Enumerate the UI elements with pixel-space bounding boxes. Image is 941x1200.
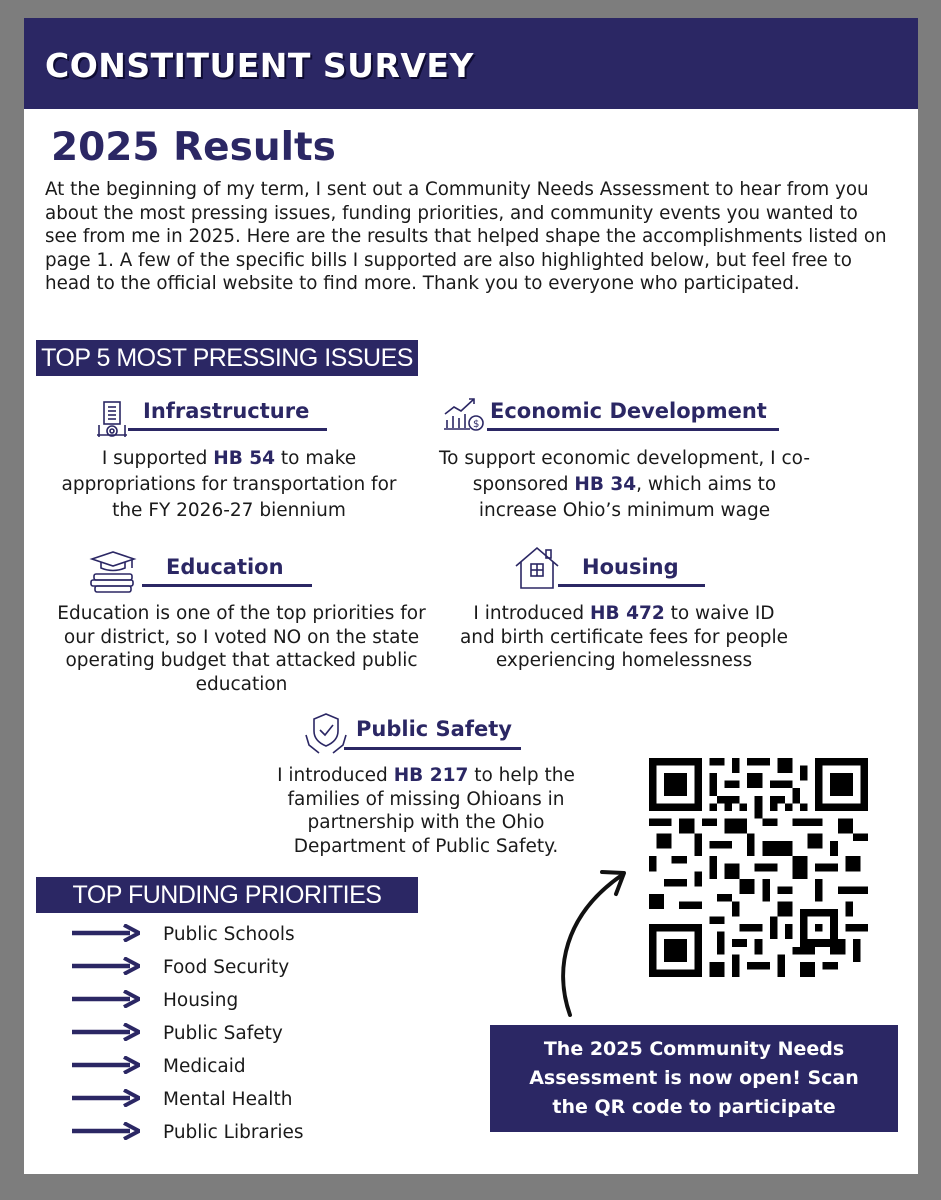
issue-title: Economic Development <box>490 399 767 423</box>
issue-underline <box>142 584 312 587</box>
house-icon <box>513 544 561 592</box>
issue-underline <box>558 584 705 587</box>
list-item <box>72 955 372 988</box>
list-item <box>72 1054 372 1087</box>
priority-label: Public Libraries <box>163 1122 304 1143</box>
list-item <box>72 1087 372 1120</box>
issue-description: I introduced HB 217 to help the families of missing Ohioans in partnership with the Ohio Department of Public Safety. <box>277 765 575 857</box>
list-item <box>72 1021 372 1054</box>
issue-title: Infrastructure <box>143 399 310 423</box>
priority-label: Public Safety <box>163 1023 283 1044</box>
arrow-right-icon <box>72 924 140 942</box>
header-banner <box>24 18 918 109</box>
list-item <box>72 988 372 1021</box>
issue-description: I supported HB 54 to make appropriations for transportation for the FY 2026-27 biennium <box>61 448 397 521</box>
issue-description: To support economic development, I co-sponsored HB 34, which aims to increase Ohio’s minimum wage <box>438 448 811 521</box>
funding-section-heading: TOP FUNDING PRIORITIES <box>36 877 418 913</box>
survey-page <box>24 18 918 1174</box>
issue-title: Education <box>166 555 284 579</box>
arrow-right-icon <box>72 990 140 1008</box>
bill-number: HB 34 <box>574 474 637 495</box>
svg-text:$: $ <box>473 419 480 430</box>
funding-priority-list <box>72 922 372 1153</box>
bill-number: HB 54 <box>213 448 275 469</box>
graduation-cap-books-icon <box>88 550 138 594</box>
arrow-right-icon <box>72 1056 140 1074</box>
issues-section-heading: TOP 5 MOST PRESSING ISSUES <box>36 340 418 376</box>
priority-label: Food Security <box>163 957 290 978</box>
issue-title: Housing <box>582 555 679 579</box>
arrow-right-icon <box>72 1089 140 1107</box>
page-title: 2025 Results <box>51 125 336 170</box>
list-item <box>72 1120 372 1153</box>
bill-number: HB 472 <box>590 603 665 624</box>
intro-paragraph: At the beginning of my term, I sent out a Community Needs Assessment to hear from you about the most pressing issues, funding priorities, and community events you wanted to see from me in 2025. Here are the results that helped shape the accomplishments listed on page 1. A few of the specific bills I supported are also highlighted below, but feel free to head to the official website to find more. Thank you to everyone who participated. <box>45 179 887 295</box>
curved-arrow-icon <box>544 860 644 1020</box>
building-gear-icon <box>95 399 129 439</box>
survey-qr-code[interactable] <box>649 758 868 977</box>
cta-text: The 2025 Community Needs Assessment is now open! Scan the QR code to participate <box>529 1038 859 1118</box>
arrow-right-icon <box>72 1122 140 1140</box>
issue-underline <box>344 747 521 750</box>
issue-underline <box>128 428 327 431</box>
growth-chart-dollar-icon <box>442 394 484 432</box>
list-item <box>72 922 372 955</box>
issue-description: Education is one of the top priorities for our district, so I voted NO on the state operating budget that attacked public education <box>57 603 426 695</box>
priority-label: Public Schools <box>163 924 295 945</box>
arrow-right-icon <box>72 957 140 975</box>
arrow-right-icon <box>72 1023 140 1041</box>
shield-hands-icon <box>303 711 349 757</box>
priority-label: Medicaid <box>163 1056 246 1077</box>
priority-label: Housing <box>163 990 239 1011</box>
bill-number: HB 217 <box>393 765 469 786</box>
cta-box <box>490 1025 898 1132</box>
priority-label: Mental Health <box>163 1089 293 1110</box>
header-title: CONSTITUENT SURVEY <box>45 46 474 85</box>
issue-title: Public Safety <box>356 717 512 741</box>
issue-description: I introduced HB 472 to waive ID and birth certificate fees for people experiencing homelessness <box>459 603 789 671</box>
issue-underline <box>487 428 779 431</box>
